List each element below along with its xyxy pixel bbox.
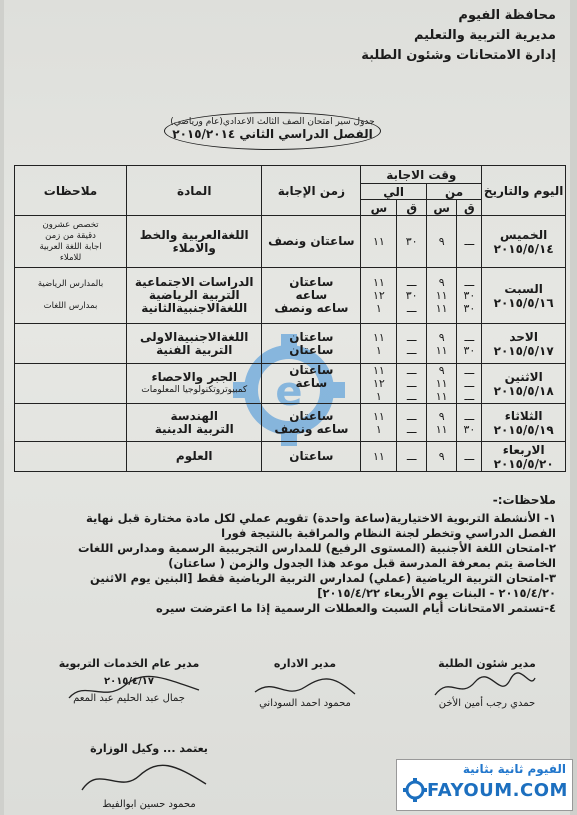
duration-cell-line: ساعتان [289, 408, 334, 423]
to-hours-cell [361, 404, 397, 442]
to-hours-cell-line: ١١ [372, 409, 385, 423]
notes-cell-line: تخصص عشرون [42, 219, 99, 230]
header-day-date: اليوم والتاريخ [482, 166, 566, 216]
duration-cell-line: ساعتان ونصف [268, 234, 355, 248]
notes-cell-line [15, 384, 126, 395]
to-minutes-cell-line: ٣٠ [405, 235, 418, 248]
governorate-title: محافظة الفيوم [458, 8, 556, 23]
from-minutes-cell [457, 404, 482, 442]
table-row [15, 404, 566, 442]
from-minutes-cell [457, 364, 482, 404]
from-minutes-cell-line: ٣٠ [463, 289, 476, 302]
directorate-title: مديرية التربية والتعليم [413, 28, 556, 43]
day-label: السبت [504, 281, 543, 296]
notes-cell-line [15, 290, 126, 301]
duration-cell-line: ساعه ونصف [274, 421, 349, 436]
to-minutes-cell [397, 216, 426, 268]
to-minutes-cell-line: ٣٠ [405, 289, 418, 302]
subject-cell-line: كمبيوتروتكنولوجيا المعلومات [141, 384, 248, 395]
to-minutes-cell-line: ـــ [406, 377, 417, 390]
notes-cell [15, 404, 127, 442]
exam-schedule-table [14, 165, 566, 472]
day-label: الثلاثاء [504, 408, 543, 423]
header-to: الي [361, 184, 427, 200]
date-label: ٢٠١٥/٥/١٩ [493, 422, 554, 437]
note-line: ٣-امتحان التربية الرياضية (عملي) لمدارس التربية الرياضية فقط [البنين يوم الاثنين [90, 571, 556, 585]
duration-cell-line: ساعة [295, 376, 328, 390]
subject-cell [127, 216, 262, 268]
header-from: من [426, 184, 481, 200]
notes-cell [15, 364, 127, 404]
table-row [15, 268, 566, 324]
subject-cell-line: الهندسة [170, 408, 218, 423]
day-date-cell [482, 442, 566, 472]
from-minutes-cell-line: ـــ [464, 390, 475, 403]
notes-cell [15, 268, 127, 324]
notes-cell [15, 216, 127, 268]
duration-cell [262, 364, 361, 404]
subject-cell-line: التربية الدينية [154, 421, 234, 436]
notes-cell-line [15, 333, 126, 344]
signature-scribble [74, 760, 214, 800]
notes-section [16, 493, 556, 616]
notes-cell-line: بمدارس اللغات [43, 301, 98, 311]
subject-cell [127, 404, 262, 442]
notes-cell-line: بالمدارس الرياضية [37, 279, 104, 289]
signature-name: جمال عبد الحليم عبد المعم [73, 693, 185, 704]
to-minutes-cell-line: ـــ [406, 422, 417, 436]
from-minutes-cell-line: ـــ [464, 450, 475, 463]
from-minutes-cell-line: ـــ [464, 409, 475, 423]
to-hours-cell-line: ١٢ [372, 377, 385, 390]
subject-cell-line: الدراسات الاجتماعية [134, 275, 254, 289]
schedule-rows [15, 216, 566, 472]
to-minutes-cell [397, 268, 426, 324]
from-minutes-cell-line: ـــ [464, 364, 475, 377]
from-hours-cell [426, 404, 457, 442]
signature-scribble [430, 670, 540, 706]
to-hours-cell [361, 324, 397, 364]
to-hours-cell-line: ١١ [372, 235, 385, 248]
signature-name: محمود حسين ابوالفيط [102, 799, 196, 810]
day-date-cell [482, 364, 566, 404]
header-subject: المادة [127, 166, 262, 216]
to-minutes-cell-line: ـــ [406, 276, 417, 289]
notes-cell-line [15, 373, 126, 384]
site-logo [396, 759, 573, 811]
from-minutes-cell-line: ـــ [464, 377, 475, 390]
subject-cell-line: والاملاء [172, 240, 216, 255]
to-minutes-cell [397, 364, 426, 404]
subject-cell [127, 364, 262, 404]
from-minutes-cell [457, 268, 482, 324]
duration-cell-line: ساعتان [289, 449, 334, 463]
note-line: ١- الأنشطة التربوية الاختيارية(ساعة واحدة) تقويم عملي لكل مادة مختارة قبل نهاية [86, 511, 556, 525]
from-minutes-cell [457, 216, 482, 268]
notes-cell-line: اجابة اللغة العربية [39, 241, 102, 252]
from-hours-cell [426, 324, 457, 364]
duration-cell-line: ساعه [295, 288, 328, 302]
notes-cell-line [15, 412, 126, 423]
semester-title: الفصل الدراسي الثاني ٢٠١٥/٢٠١٤ [172, 127, 373, 141]
to-hours-cell [361, 364, 397, 404]
from-minutes-cell-line: ٣٠ [463, 302, 476, 315]
table-row [15, 216, 566, 268]
day-label: الاربعاء [502, 442, 545, 457]
to-minutes-cell [397, 404, 426, 442]
note-line: ٢٠١٥/٤/٢٠ - البنات يوم الأربعاء ٢٠١٥/٤/٢٢] [317, 586, 556, 600]
from-hours-cell-line: ٩ [438, 450, 445, 463]
header-duration: زمن الإجابة [262, 166, 361, 216]
signature-scribble [250, 672, 360, 706]
from-hours-cell-line: ١١ [435, 390, 448, 403]
to-hours-cell-line: ١ [375, 422, 382, 436]
note-line: الفصل الدراسي وتخطر لجنة النظام والمراقبة بالنتيجة فورا [221, 526, 556, 540]
from-minutes-cell-line: ـــ [464, 235, 475, 248]
duration-cell-line: ساعتان [289, 275, 334, 289]
signature-title: يعتمد ... وكيل الوزارة [90, 742, 208, 755]
gear-e-icon [403, 778, 427, 802]
to-hours-cell-line: ١ [375, 343, 382, 357]
to-minutes-cell-line: ـــ [406, 450, 417, 463]
from-minutes-cell [457, 324, 482, 364]
signature-date: ٢٠١٥/٤/١٧ [103, 676, 155, 687]
from-hours-cell-line: ١١ [435, 377, 448, 390]
day-date-cell [482, 216, 566, 268]
from-minutes-cell-line: ٣٠ [463, 422, 476, 436]
header-to-s: س [361, 200, 397, 216]
department-title: إدارة الامتحانات وشئون الطلبة [361, 48, 556, 63]
document-page [4, 0, 570, 815]
notes-cell-line [15, 451, 126, 462]
to-hours-cell [361, 268, 397, 324]
day-label: الاحد [509, 329, 538, 344]
to-minutes-cell [397, 324, 426, 364]
notes-cell [15, 324, 127, 364]
subject-cell [127, 442, 262, 472]
subject-cell-line: العلوم [175, 449, 213, 463]
duration-cell [262, 324, 361, 364]
subject-cell-line: التربية الفنية [156, 342, 233, 357]
from-hours-cell-line: ٩ [438, 330, 445, 344]
notes-cell-line: للاملاء [59, 252, 82, 263]
subject-cell-line: اللغةالاجنبيةالثانية [141, 301, 248, 315]
subject-cell [127, 324, 262, 364]
from-minutes-cell [457, 442, 482, 472]
duration-cell-line: ساعتان [289, 363, 334, 377]
day-date-cell [482, 324, 566, 364]
to-minutes-cell [397, 442, 426, 472]
header-notes: ملاحظات [15, 166, 127, 216]
date-label: ٢٠١٥/٥/١٧ [493, 343, 554, 358]
to-minutes-cell-line: ـــ [406, 409, 417, 423]
duration-cell [262, 268, 361, 324]
notes-cell-line [15, 423, 126, 434]
signature-title: مدير عام الخدمات التربوية [58, 657, 200, 670]
from-hours-cell [426, 268, 457, 324]
note-line: ٢-امتحان اللغة الأجنبية (المستوى الرفيع) للمدارس التجريبية الرسمية ومدارس اللغات [77, 541, 556, 555]
signature-title: مدير شئون الطلبة [438, 657, 536, 670]
to-hours-cell-line: ١ [375, 390, 382, 403]
day-date-cell [482, 268, 566, 324]
notes-title: ملاحظات:- [492, 493, 556, 507]
duration-cell-line: ساعتان [289, 329, 334, 344]
to-hours-cell [361, 442, 397, 472]
table-row [15, 442, 566, 472]
day-label: الاثنين [504, 369, 543, 384]
to-hours-cell-line: ١١ [372, 450, 385, 463]
date-label: ٢٠١٥/٥/٢٠ [493, 456, 554, 471]
notes-cell-line: دقيقة من زمن [45, 230, 96, 241]
svg-text:e: e [275, 369, 303, 415]
from-hours-cell-line: ٩ [438, 364, 445, 377]
to-hours-cell [361, 216, 397, 268]
day-date-cell [482, 404, 566, 442]
logo-arabic-text: الفيوم ثانية بثانية [462, 762, 566, 776]
signature-title: مدير الاداره [273, 657, 337, 670]
from-hours-cell-line: ١١ [435, 343, 448, 357]
notes-cell-line [15, 344, 126, 355]
header-from-q: ق [457, 200, 482, 216]
from-minutes-cell-line: ٣٠ [463, 343, 476, 357]
to-hours-cell-line: ١ [375, 302, 382, 315]
from-hours-cell-line: ٩ [438, 409, 445, 423]
subject-cell [127, 268, 262, 324]
notes-cell [15, 442, 127, 472]
date-label: ٢٠١٥/٥/١٤ [493, 241, 554, 256]
header-to-q: ق [397, 200, 426, 216]
to-minutes-cell-line: ـــ [406, 302, 417, 315]
from-hours-cell-line: ١١ [435, 289, 448, 302]
subject-cell-line: اللغةالاجنبيةالاولى [140, 329, 249, 344]
from-hours-cell [426, 216, 457, 268]
header-from-s: س [426, 200, 457, 216]
header-answer-time: وقت الاجابة [361, 166, 482, 184]
to-minutes-cell-line: ـــ [406, 390, 417, 403]
header-block [361, 6, 556, 66]
from-minutes-cell-line: ـــ [464, 276, 475, 289]
subject-cell-line: الجبر والاحصاء [151, 369, 237, 384]
from-hours-cell [426, 364, 457, 404]
from-hours-cell-line: ٩ [438, 235, 445, 248]
from-minutes-cell-line: ـــ [464, 330, 475, 344]
day-label: الخميس [500, 227, 548, 242]
to-hours-cell-line: ١١ [372, 330, 385, 344]
to-hours-cell-line: ١١ [372, 276, 385, 289]
date-label: ٢٠١٥/٥/١٨ [493, 383, 554, 398]
to-minutes-cell-line: ـــ [406, 330, 417, 344]
duration-cell [262, 442, 361, 472]
from-hours-cell-line: ١١ [435, 422, 448, 436]
duration-cell [262, 404, 361, 442]
note-line: ٤-تستمر الامتحانات أيام السبت والعطلات الرسمية إذا ما اعترضت سيره [156, 601, 556, 615]
schedule-title-box [164, 112, 381, 150]
date-label: ٢٠١٥/٥/١٦ [493, 295, 554, 310]
from-hours-cell-line: ٩ [438, 276, 445, 289]
to-hours-cell-line: ١١ [372, 364, 385, 377]
subject-cell-line: اللغةالعربية والخط [139, 227, 249, 242]
table-row [15, 364, 566, 404]
table-row [15, 324, 566, 364]
note-line: الخاصة يتم بمعرفة المدرسة قبل موعد هذا الجدول والزمن ( ساعتان) [168, 556, 556, 570]
schedule-title: جدول سير امتحان الصف الثالث الاعدادي(عام ورياضي) [170, 117, 375, 127]
duration-cell-line: ساعه ونصف [274, 301, 349, 315]
to-minutes-cell-line: ـــ [406, 364, 417, 377]
signature-name: محمود احمد السوداني [259, 698, 351, 709]
duration-cell [262, 216, 361, 268]
logo-english-text: FAYOUM.COM [427, 780, 568, 801]
subject-cell-line: التربية الرياضية [148, 288, 240, 302]
from-hours-cell-line: ١١ [435, 302, 448, 315]
signature-scribble [64, 672, 204, 706]
signature-name: حمدي رجب أمين الأخن [438, 698, 536, 709]
to-minutes-cell-line: ـــ [406, 343, 417, 357]
duration-cell-line: ساعتان [289, 342, 334, 357]
duration-cell-line [262, 390, 360, 403]
from-hours-cell [426, 442, 457, 472]
to-hours-cell-line: ١٢ [372, 289, 385, 302]
